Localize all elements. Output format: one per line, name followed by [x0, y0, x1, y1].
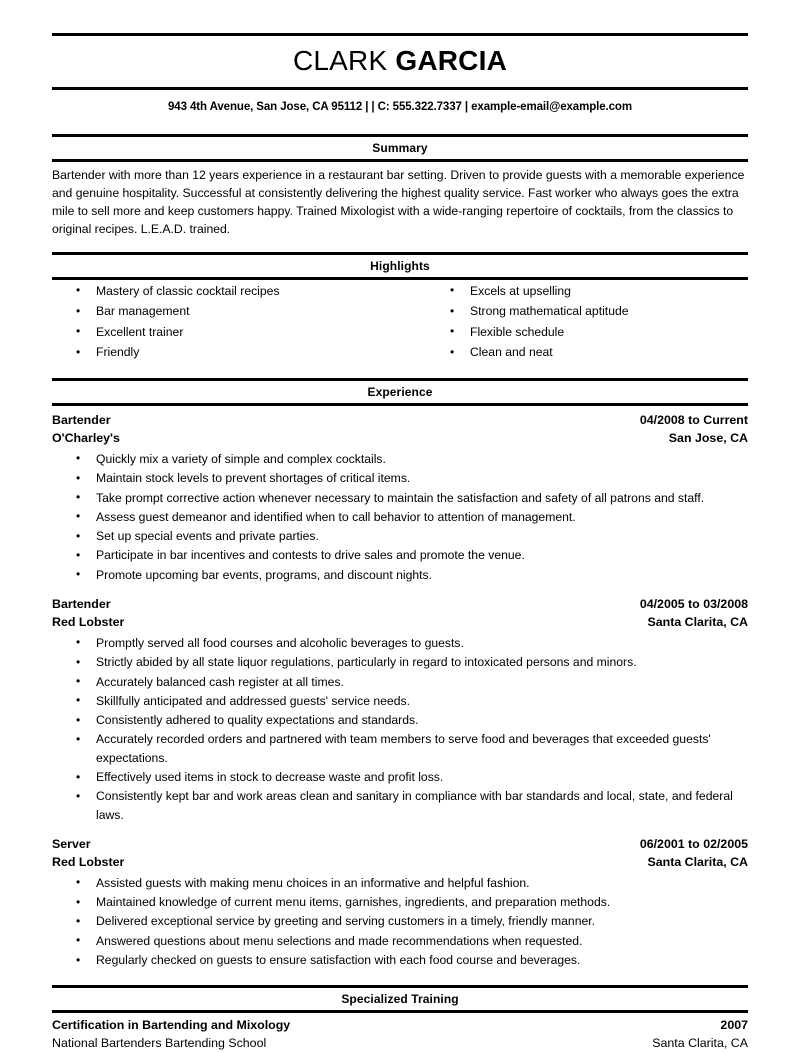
list-item: • Clean and neat: [426, 343, 748, 362]
experience-section-title: Experience: [367, 384, 433, 399]
job-position: Bartender: [52, 596, 111, 611]
list-item: • Quickly mix a variety of simple and complex cocktails.: [52, 450, 748, 468]
job-title-row: [52, 596, 748, 614]
job-title-row: [52, 836, 748, 854]
job-location: Santa Clarita, CA: [647, 614, 748, 629]
job-dates: 04/2008 to Current: [639, 412, 748, 427]
summary-section-title: Summary: [372, 141, 428, 155]
section-highlights: [52, 252, 748, 369]
list-item: • Strictly abided by all state liquor regulations, particularly in regard to intoxicated persons and minors.: [52, 653, 748, 671]
job-company-row: [52, 614, 748, 632]
highlights-column-left: [52, 282, 400, 364]
list-item: • Participate in bar incentives and contests to drive sales and promote the venue.: [52, 546, 748, 564]
highlights-body: [52, 280, 748, 369]
highlights-list-right: [426, 282, 748, 362]
resume-sheet: [52, 0, 748, 1053]
list-item: • Delivered exceptional service by greeting and serving customers in a timely, friendly manner.: [52, 912, 748, 930]
job-bullet-list: [52, 450, 748, 584]
job-title-row: [52, 412, 748, 430]
job-company-row: [52, 430, 748, 448]
list-item: • Consistently adhered to quality expectations and standards.: [52, 711, 748, 729]
list-item: • Assisted guests with making menu choices in an informative and helpful fashion.: [52, 874, 748, 892]
highlights-column-right: [400, 282, 748, 364]
training-credential-row: [52, 1017, 748, 1035]
candidate-first-name: CLARK: [292, 45, 388, 76]
list-item: • Assess guest demeanor and identified when to call behavior to attention of management.: [52, 508, 748, 526]
list-item: • Maintained knowledge of current menu items, garnishes, ingredients, and preparation methods.: [52, 893, 748, 911]
job-company: O'Charley's: [52, 430, 120, 445]
candidate-last-name: GARCIA: [395, 45, 507, 76]
list-item: • Set up special events and private parties.: [52, 527, 748, 545]
contact-line: 943 4th Avenue, San Jose, CA 95112 | | C: 555.322.7337 | example-email@example.com: [168, 101, 632, 113]
training-school-row: [52, 1035, 748, 1053]
list-item: • Friendly: [52, 343, 400, 362]
list-item: • Consistently kept bar and work areas clean and sanitary in compliance with bar standards and local, state, and federal laws.: [52, 787, 748, 824]
training-school: National Bartenders Bartending School: [52, 1036, 267, 1051]
experience-entry: [52, 825, 748, 969]
job-bullets: [52, 448, 748, 584]
job-bullets: [52, 632, 748, 824]
list-item: • Excels at upselling: [426, 282, 748, 301]
job-company: Red Lobster: [52, 614, 125, 629]
job-dates: 06/2001 to 02/2005: [639, 836, 748, 851]
job-position: Server: [52, 836, 91, 851]
training-body: [52, 1013, 748, 1053]
training-year: 2007: [720, 1018, 748, 1033]
job-bullets: [52, 872, 748, 969]
job-position: Bartender: [52, 412, 111, 427]
list-item: • Mastery of classic cocktail recipes: [52, 282, 400, 301]
experience-body: [52, 406, 748, 976]
list-item: • Regularly checked on guests to ensure satisfaction with each food course and beverages.: [52, 951, 748, 969]
section-experience: [52, 378, 748, 976]
list-item: • Promptly served all food courses and alcoholic beverages to guests.: [52, 634, 748, 652]
list-item: • Strong mathematical aptitude: [426, 302, 748, 321]
summary-text: Bartender with more than 12 years experience in a restaurant bar setting. Driven to provide guests with a memorable experience and genuine hospitality. Successful at consistently delivering the highest quality service. Fast worker who always goes the extra mile to sell more and keep customers happy. Trained Mixologist with a wide-ranging repertoire of cocktails, from the classics to original recipes. L.E.A.D. trained.: [52, 168, 745, 236]
summary-body: [52, 162, 748, 243]
job-dates: 04/2005 to 03/2008: [639, 596, 748, 611]
resume-header: [52, 0, 748, 125]
list-item: • Skillfully anticipated and addressed guests' service needs.: [52, 692, 748, 710]
job-location: San Jose, CA: [668, 430, 748, 445]
section-specialized-training: [52, 985, 748, 1053]
highlights-section-title: Highlights: [370, 258, 430, 273]
list-item: • Effectively used items in stock to decrease waste and profit loss.: [52, 768, 748, 786]
job-bullet-list: [52, 634, 748, 824]
list-item: • Flexible schedule: [426, 323, 748, 342]
list-item: • Excellent trainer: [52, 323, 400, 342]
list-item: • Accurately recorded orders and partnered with team members to serve food and beverages that exceeded guests' expectations.: [52, 730, 748, 767]
job-location: Santa Clarita, CA: [647, 854, 748, 869]
training-section-title: Specialized Training: [341, 992, 459, 1007]
candidate-name: [52, 36, 748, 87]
experience-entry: [52, 585, 748, 824]
job-company: Red Lobster: [52, 854, 125, 869]
highlights-list-left: [52, 282, 400, 362]
list-item: • Answered questions about menu selections and made recommendations when requested.: [52, 932, 748, 950]
list-item: • Take prompt corrective action whenever necessary to maintain the satisfaction and safety of all patrons and staff.: [52, 489, 748, 507]
training-entry: [52, 1017, 748, 1053]
list-item: • Bar management: [52, 302, 400, 321]
job-company-row: [52, 854, 748, 872]
list-item: • Promote upcoming bar events, programs, and discount nights.: [52, 566, 748, 584]
experience-entry: [52, 410, 748, 584]
training-location: Santa Clarita, CA: [652, 1036, 748, 1051]
training-credential: Certification in Bartending and Mixology: [52, 1018, 291, 1033]
section-summary: [52, 134, 748, 243]
job-bullet-list: [52, 874, 748, 969]
list-item: • Accurately balanced cash register at all times.: [52, 673, 748, 691]
list-item: • Maintain stock levels to prevent shortages of critical items.: [52, 469, 748, 487]
